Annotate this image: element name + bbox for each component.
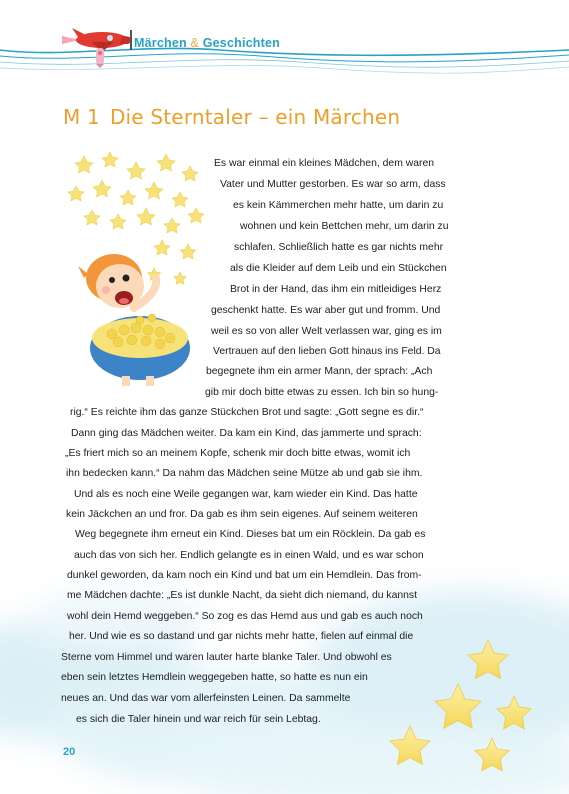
text-line: wohl dein Hemd weggeben.“ So zog es das Hemd aus und gab es auch noch [67,611,423,622]
series-title-ampersand: & [190,36,200,50]
star-icon [497,696,531,729]
star-icon [127,162,145,179]
text-line: Und als es noch eine Weile gegangen war, kam wieder ein Kind. Das hatte [74,489,418,500]
text-line: geschenkt hatte. Es war aber gut und fromm. Und [211,305,441,316]
text-line: weil es so von aller Welt verlassen war, ging es im [211,326,442,337]
star-icon [468,640,508,679]
series-title-part-b: Geschichten [202,36,280,50]
star-icon [390,726,430,765]
star-icon [188,208,204,223]
series-title [134,36,280,50]
text-line: wohnen und kein Bettchen mehr, um darin zu [240,221,449,232]
star-icon [68,186,84,201]
text-line: dunkel geworden, da kam noch ein Kind und bat um ein Hemdlein. Das from- [67,570,422,581]
text-line: her. Und wie es so dastand und gar nichts mehr hatte, fielen auf einmal die [69,631,414,642]
star-icon [75,156,93,173]
star-icon [174,272,187,284]
star-icon [154,240,170,255]
star-icon [157,154,175,171]
star-icon [84,210,100,225]
text-line: rig.“ Es reichte ihm das ganze Stückchen Brot und sagte: „Gott segne es dir.“ [70,407,424,418]
text-line: Brot in der Hand, das ihm ein mitleidiges Herz [230,284,442,295]
text-line: ihn bedecken kann.“ Da nahm das Mädchen seine Mütze ab und gab sie ihm. [66,468,423,479]
text-line: es sich die Taler hinein und war reich für sein Lebtag. [76,714,321,725]
text-line: als die Kleider auf dem Leib und ein Stückchen [230,263,447,274]
text-line: Es war einmal ein kleines Mädchen, dem waren [214,158,435,169]
star-icon [182,166,198,181]
material-number: M 1 [63,105,100,129]
star-icon [120,190,136,205]
airplane-icon [62,22,142,68]
star-icon [145,182,163,199]
text-line: neues an. Und das war vom allerfeinsten Leinen. Da sammelte [61,693,351,704]
text-line: eben sein letztes Hemdlein weggegeben hatte, so hatte es nun ein [61,672,368,683]
star-icon [137,208,155,225]
page-number: 20 [63,746,76,758]
star-icon [475,738,509,771]
page-header [0,0,569,90]
star-icon [93,180,111,197]
text-line: gib mir doch bitte etwas zu essen. Ich bin so hung- [205,387,439,398]
text-line: kein Jäckchen an und fror. Da gab es ihm sein eigenes. Auf seinem weiteren [66,509,418,520]
star-icon [435,684,481,728]
series-title-part-a: Märchen [134,36,187,50]
page-title [63,105,400,129]
text-line: Sterne vom Himmel und waren lauter harte blanke Taler. Und obwohl es [61,652,392,663]
star-icon [164,218,180,233]
text-line: begegnete ihm ein armer Mann, der sprach: „Ach [206,366,433,377]
text-line: Vater und Mutter gestorben. Es war so arm, dass [220,179,446,190]
text-line: me Mädchen dachte: „Es ist dunkle Nacht, da sieht dich niemand, du kannst [67,590,418,601]
story-title: Die Sterntaler – ein Märchen [109,105,401,129]
text-line: schlafen. Schließlich hatte es gar nichts mehr [234,242,444,253]
star-icon [180,244,196,259]
star-icon [102,152,118,167]
star-icon [172,192,188,207]
text-line: Weg begegnete ihm erneut ein Kind. Dieses bat um ein Röcklein. Da gab es [75,529,426,540]
text-line: Dann ging das Mädchen weiter. Da kam ein Kind, das jammerte und sprach: [71,428,422,439]
text-line: Vertrauen auf den lieben Gott hinaus ins Feld. Da [213,346,441,357]
falling-stars-decoration [380,630,569,794]
text-line: „Es friert mich so an meinem Kopfe, schenk mir doch bitte etwas, womit ich [65,448,411,459]
text-line: es kein Kämmerchen mehr hatte, um darin zu [233,200,444,211]
girl-with-stars-illustration [62,148,212,388]
star-icon [110,214,126,229]
text-line: auch das von sich her. Endlich gelangte es in einen Wald, und es war schon [74,550,424,561]
